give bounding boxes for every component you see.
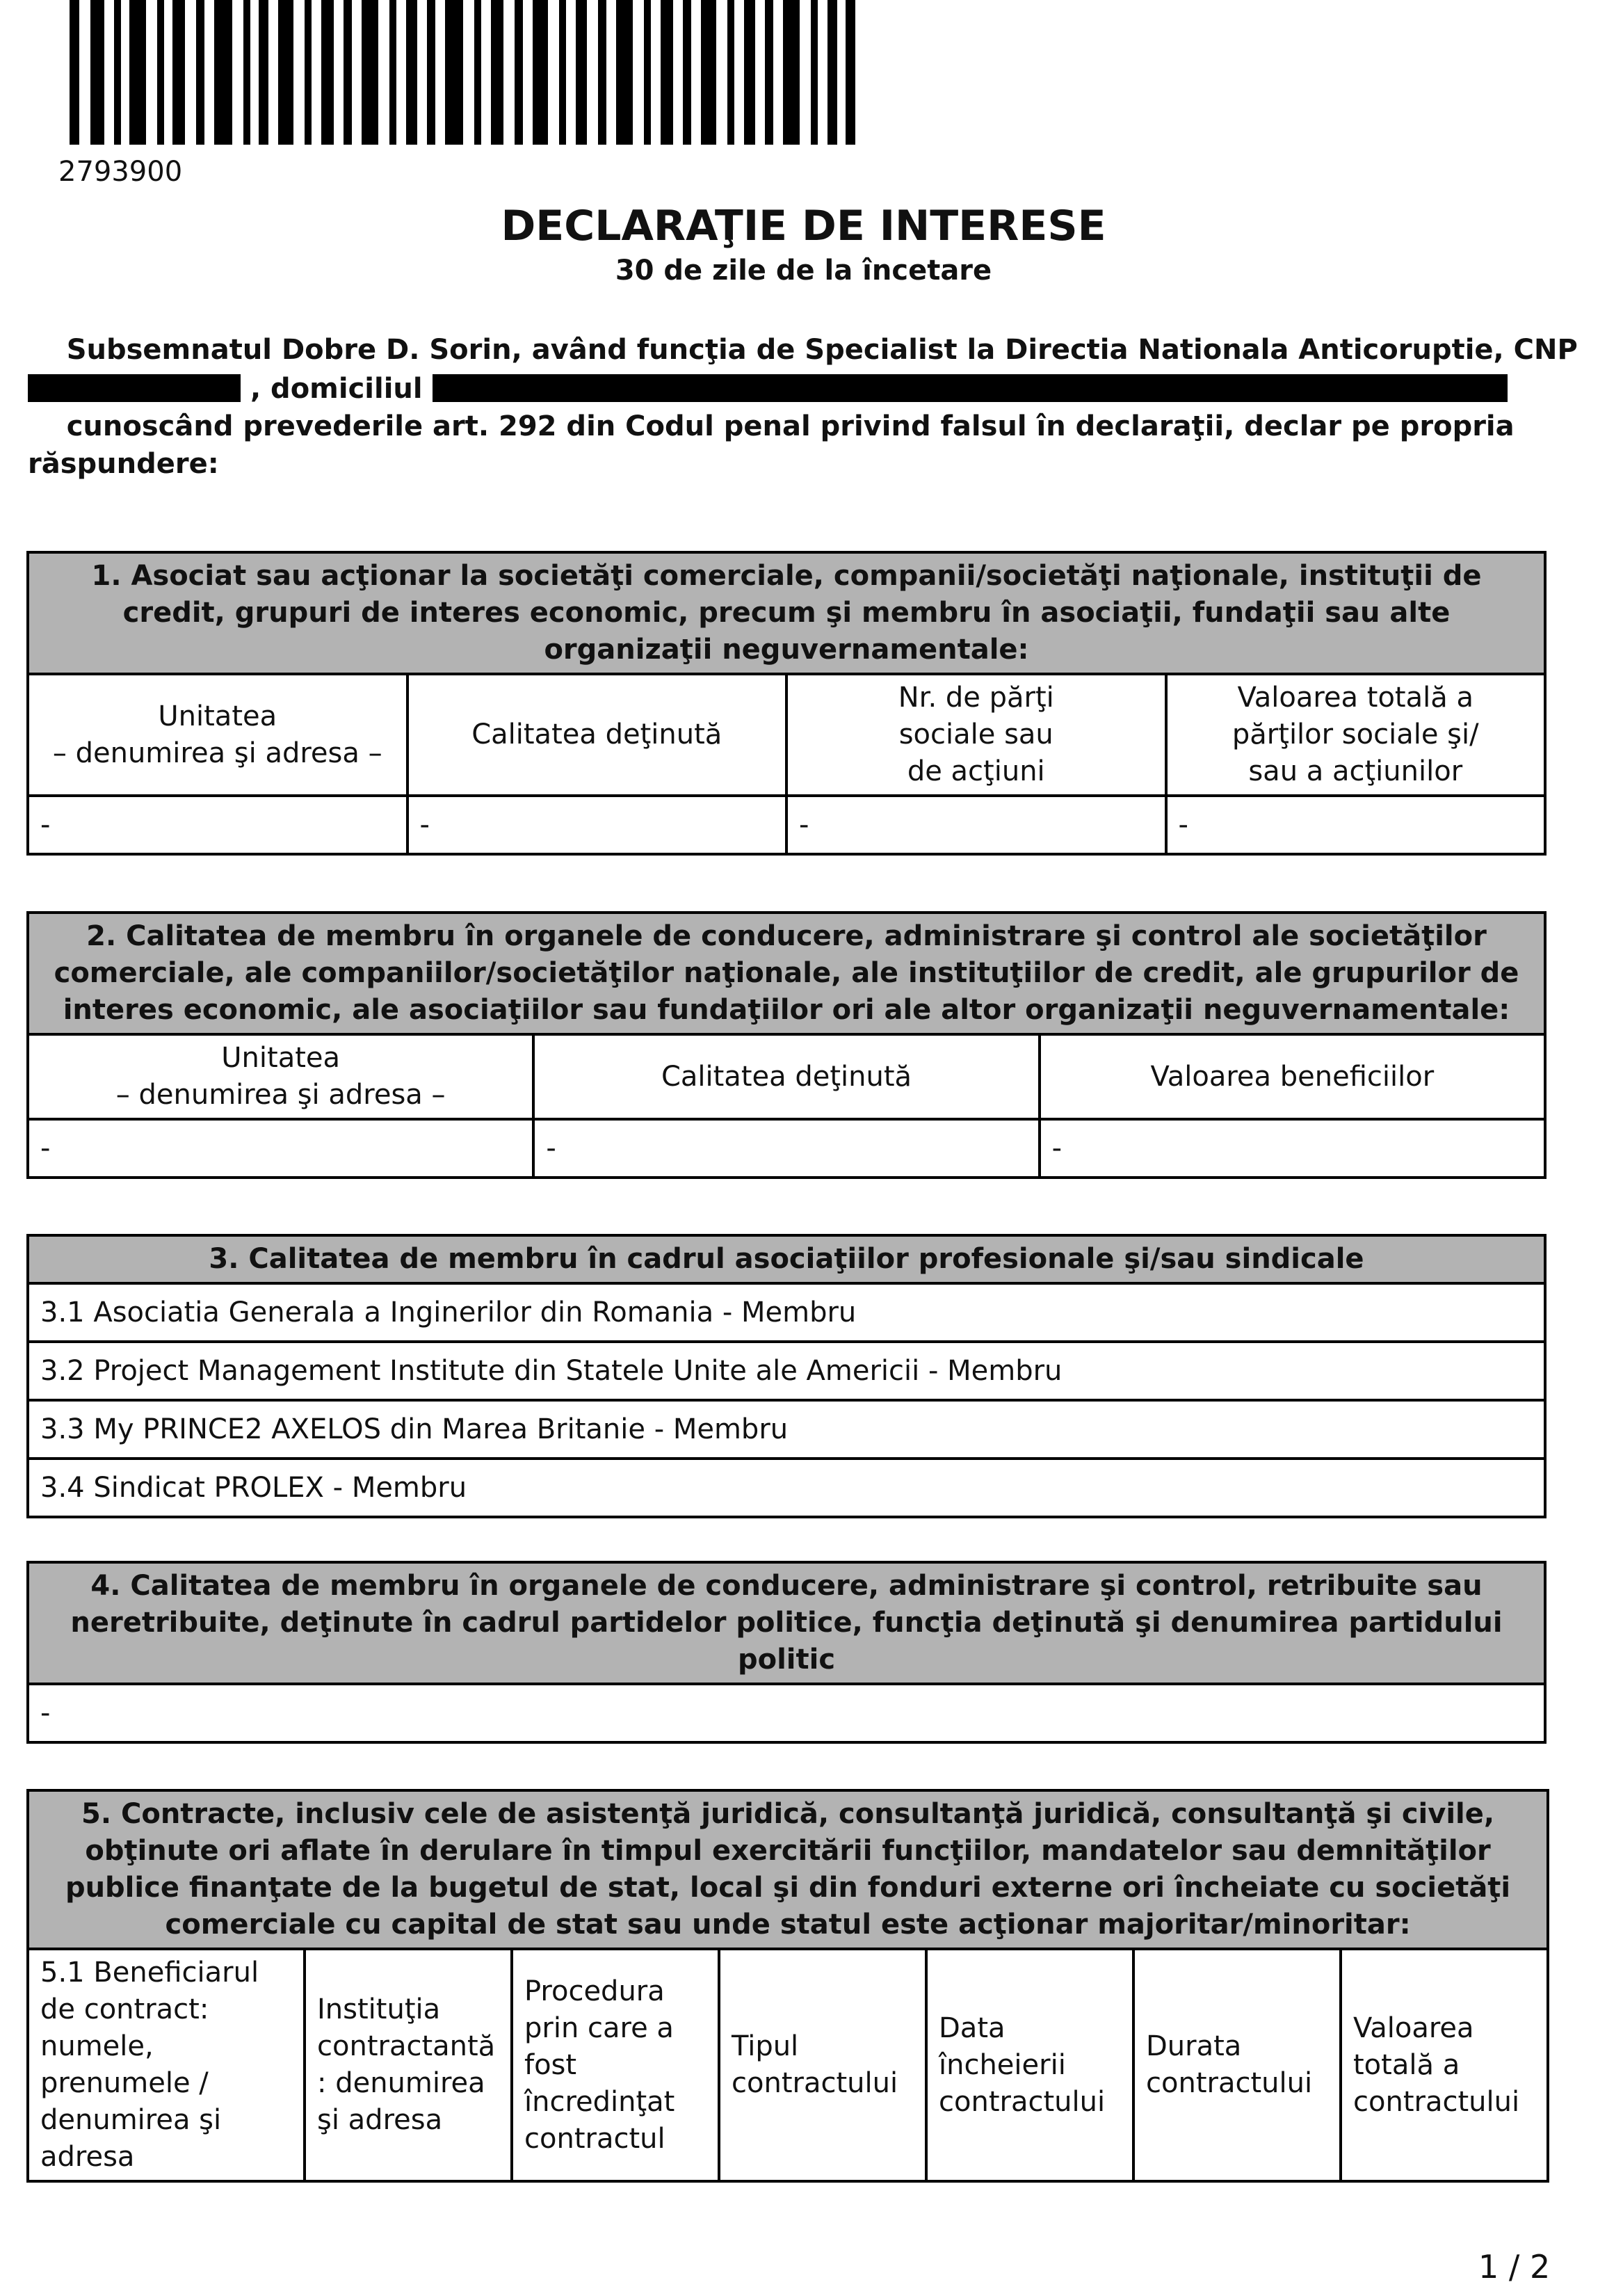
- s2-cell: -: [28, 1119, 533, 1178]
- section-2-table: [26, 911, 1547, 1179]
- section-3-heading: 3. Calitatea de membru în cadrul asociaţiilor profesionale şi/sau sindicale: [28, 1235, 1545, 1283]
- s5-header-data: Data încheierii contractului: [926, 1949, 1133, 2181]
- s3-item: 3.4 Sindicat PROLEX - Membru: [28, 1459, 1545, 1517]
- barcode-number: 2793900: [58, 156, 183, 188]
- document-subtitle: 30 de zile de la încetare: [615, 255, 992, 287]
- s2-cell: -: [1040, 1119, 1545, 1178]
- s5-header-institutia: Instituţia contractantă : denumirea şi adresa: [305, 1949, 512, 2181]
- s1-header-calitatea: Calitatea deţinută: [407, 674, 787, 796]
- s1-header-valoarea: Valoarea totală a părţilor sociale şi/ sau a acţiunilor: [1166, 674, 1546, 796]
- redacted-address: [433, 374, 1508, 402]
- s5-header-procedura: Procedura prin care a fost încredinţat contractul: [512, 1949, 719, 2181]
- barcode: [70, 0, 855, 145]
- s1-cell: -: [786, 796, 1166, 854]
- section-1-table: [26, 551, 1547, 856]
- s1-header-unitatea: Unitatea – denumirea şi adresa –: [28, 674, 407, 796]
- section-4-table: [26, 1561, 1547, 1744]
- s1-cell: -: [407, 796, 787, 854]
- s3-item: 3.3 My PRINCE2 AXELOS din Marea Britanie - Membru: [28, 1400, 1545, 1459]
- intro-line-3: [28, 410, 1544, 442]
- section-3-table: [26, 1234, 1547, 1518]
- intro-text-1: Subsemnatul Dobre D. Sorin, având funcţia de Specialist la Directia Nationala Anticoruptie, CNP: [66, 334, 1578, 366]
- domiciliu-label: , domiciliul: [250, 373, 423, 405]
- section-1-heading: 1. Asociat sau acţionar la societăţi comerciale, companii/societăţi naţionale, instituţii de credit, grupuri de interes economic, precum şi membru în asociaţii, fundaţii sau alte organizaţii neguvernamentale:: [28, 552, 1545, 674]
- s2-header-unitatea: Unitatea – denumirea şi adresa –: [28, 1034, 533, 1119]
- s5-header-valoarea: Valoarea totală a contractului: [1341, 1949, 1548, 2181]
- s2-header-valoarea: Valoarea beneficiilor: [1040, 1034, 1545, 1119]
- s1-cell: -: [28, 796, 407, 854]
- s1-cell: -: [1166, 796, 1546, 854]
- section-4-heading: 4. Calitatea de membru în organele de conducere, administrare şi control, retribuite sau neretribuite, deţinute în cadrul partidelor politice, funcţia deţinută şi denumirea partidului politic: [28, 1562, 1545, 1684]
- intro-text-3: cunoscând prevederile art. 292 din Codul penal privind falsul în declaraţii, declar pe propria: [66, 410, 1515, 442]
- redacted-cnp: [28, 374, 241, 402]
- s1-header-nr-parti: Nr. de părţi sociale sau de acţiuni: [786, 674, 1166, 796]
- intro-line-1: [28, 334, 1578, 366]
- intro-line-2: [28, 373, 1544, 405]
- s4-value: -: [28, 1684, 1545, 1742]
- s3-item: 3.1 Asociatia Generala a Inginerilor din Romania - Membru: [28, 1283, 1545, 1342]
- s3-item: 3.2 Project Management Institute din Statele Unite ale Americii - Membru: [28, 1342, 1545, 1400]
- section-5-table: [26, 1789, 1549, 2183]
- s2-cell: -: [533, 1119, 1039, 1178]
- s5-header-beneficiarul: 5.1 Beneficiarul de contract: numele, prenumele / denumirea şi adresa: [28, 1949, 305, 2181]
- intro-line-4: răspundere:: [28, 448, 219, 480]
- document-title: DECLARAŢIE DE INTERESE: [501, 202, 1106, 250]
- s5-header-durata: Durata contractului: [1133, 1949, 1341, 2181]
- section-5-heading: 5. Contracte, inclusiv cele de asistenţă juridică, consultanţă juridică, consultanţă şi civile, obţinute ori aflate în derulare în timpul exercitării funcţiilor, mandatelor sau demnităţilor publice finanţate de la bugetul de stat, local şi din fonduri externe ori încheiate cu societăţi comerciale cu capital de stat sau unde statul este acţionar majoritar/minoritar:: [28, 1790, 1548, 1949]
- page-number: 1 / 2: [1478, 2248, 1551, 2286]
- s5-header-tipul: Tipul contractului: [719, 1949, 926, 2181]
- s2-header-calitatea: Calitatea deţinută: [533, 1034, 1039, 1119]
- section-2-heading: 2. Calitatea de membru în organele de conducere, administrare şi control ale societăţilor comerciale, ale companiilor/societăţilor naţionale, ale instituţiilor de credit, ale grupurilor de interes economic, ale asociaţiilor sau fundaţiilor ori ale altor organizaţii neguvernamentale:: [28, 913, 1545, 1034]
